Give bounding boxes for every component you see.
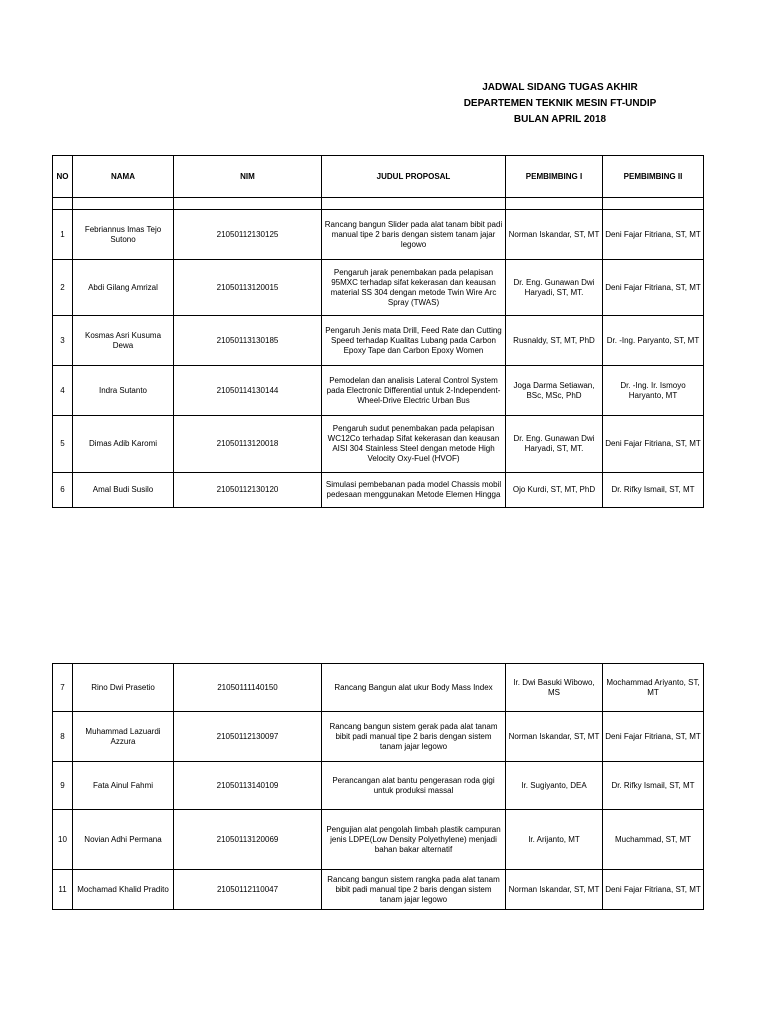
cell-nim: 21050112130120 [174,473,322,508]
cell-judul: Pengaruh jarak penembakan pada pelapisan 95MXC terhadap sifat kekerasan dan keausan material SS 304 dengan metode Twin Wire Arc Spray (TWAS) [322,260,506,316]
cell-pembimbing-1: Ir. Arijanto, MT [506,810,603,870]
document-title: JADWAL SIDANG TUGAS AKHIR [482,82,638,93]
cell-nim: 21050112110047 [174,870,322,910]
cell-pembimbing-1: Ir. Sugiyanto, DEA [506,762,603,810]
cell-judul: Rancang Bangun alat ukur Body Mass Index [322,664,506,712]
col-header-pembimbing-1: PEMBIMBING I [506,156,603,198]
cell-nim: 21050113130185 [174,316,322,366]
table-row [53,416,704,473]
table-row [53,664,704,712]
spacer-cell [506,198,603,210]
cell-no: 3 [53,316,73,366]
cell-pembimbing-1: Ojo Kurdi, ST, MT, PhD [506,473,603,508]
col-header-nim: NIM [174,156,322,198]
cell-nim: 21050114130144 [174,366,322,416]
cell-no: 4 [53,366,73,416]
spacer-cell [322,198,506,210]
col-header-nama: NAMA [73,156,174,198]
schedule-period: BULAN APRIL 2018 [513,114,607,125]
cell-judul: Simulasi pembebanan pada model Chassis mobil pedesaan menggunakan Metode Elemen Hingga [322,473,506,508]
schedule-table-1 [52,155,704,508]
table-row [53,870,704,910]
header-row [53,156,704,198]
cell-no: 7 [53,664,73,712]
col-header-no: NO [53,156,73,198]
cell-judul: Pemodelan dan analisis Lateral Control System pada Electronic Differential untuk 2-Independent-Wheel-Drive Electric Urban Bus [322,366,506,416]
table-row [53,316,704,366]
cell-pembimbing-2: Deni Fajar Fitriana, ST, MT [603,712,704,762]
table-row [53,210,704,260]
cell-nim: 21050113120069 [174,810,322,870]
cell-judul: Pengujian alat pengolah limbah plastik campuran jenis LDPE(Low Density Polyethylene) menjadi bahan bakar alternatif [322,810,506,870]
cell-nama: Abdi Gilang Amrizal [73,260,174,316]
cell-pembimbing-2: Deni Fajar Fitriana, ST, MT [603,260,704,316]
cell-no: 5 [53,416,73,473]
cell-nama: Dimas Adib Karomi [73,416,174,473]
cell-nama: Indra Sutanto [73,366,174,416]
cell-judul: Rancang bangun sistem rangka pada alat tanam bibit padi manual tipe 2 baris dengan sistem tanam jajar legowo [322,870,506,910]
cell-pembimbing-1: Norman Iskandar, ST, MT [506,870,603,910]
cell-nim: 21050112130097 [174,712,322,762]
cell-nama: Fata Ainul Fahmi [73,762,174,810]
cell-judul: Pengaruh Jenis mata Drill, Feed Rate dan Cutting Speed terhadap Kualitas Lubang pada Carbon Epoxy Tape dan Carbon Epoxy Women [322,316,506,366]
cell-nama: Mochamad Khalid Pradito [73,870,174,910]
spacer-cell [53,198,73,210]
cell-no: 10 [53,810,73,870]
cell-pembimbing-2: Dr. -Ing. Ir. Ismoyo Haryanto, MT [603,366,704,416]
cell-pembimbing-1: Dr. Eng. Gunawan Dwi Haryadi, ST, MT. [506,260,603,316]
cell-pembimbing-2: Deni Fajar Fitriana, ST, MT [603,870,704,910]
table-row [53,366,704,416]
cell-nim: 21050111140150 [174,664,322,712]
cell-no: 9 [53,762,73,810]
cell-nama: Kosmas Asri Kusuma Dewa [73,316,174,366]
cell-no: 11 [53,870,73,910]
cell-pembimbing-1: Norman Iskandar, ST, MT [506,712,603,762]
table-row [53,712,704,762]
cell-pembimbing-2: Dr. Rifky Ismail, ST, MT [603,473,704,508]
spacer-row [53,198,704,210]
cell-pembimbing-2: Deni Fajar Fitriana, ST, MT [603,210,704,260]
spacer-cell [603,198,704,210]
cell-nama: Muhammad Lazuardi Azzura [73,712,174,762]
cell-pembimbing-1: Rusnaldy, ST, MT, PhD [506,316,603,366]
cell-nama: Rino Dwi Prasetio [73,664,174,712]
cell-judul: Perancangan alat bantu pengerasan roda gigi untuk produksi massal [322,762,506,810]
cell-pembimbing-1: Ir. Dwi Basuki Wibowo, MS [506,664,603,712]
spacer-cell [73,198,174,210]
cell-nim: 21050113120018 [174,416,322,473]
department-name: DEPARTEMEN TEKNIK MESIN FT-UNDIP [463,98,657,109]
cell-nim: 21050113140109 [174,762,322,810]
cell-pembimbing-2: Mochammad Ariyanto, ST, MT [603,664,704,712]
cell-pembimbing-2: Deni Fajar Fitriana, ST, MT [603,416,704,473]
cell-nama: Amal Budi Susilo [73,473,174,508]
cell-nama: Novian Adhi Permana [73,810,174,870]
cell-pembimbing-2: Dr. -Ing. Paryanto, ST, MT [603,316,704,366]
cell-no: 1 [53,210,73,260]
cell-nim: 21050113120015 [174,260,322,316]
cell-pembimbing-1: Dr. Eng. Gunawan Dwi Haryadi, ST, MT. [506,416,603,473]
cell-judul: Pengaruh sudut penembakan pada pelapisan WC12Co terhadap Sifat kekerasan dan keausan AISI 304 Stainless Steel dengan metode High Velocity Oxy-Fuel (HVOF) [322,416,506,473]
cell-no: 8 [53,712,73,762]
table-row [53,473,704,508]
cell-no: 2 [53,260,73,316]
table-row [53,810,704,870]
cell-judul: Rancang bangun Slider pada alat tanam bibit padi manual tipe 2 baris dengan sistem tanam jajar legowo [322,210,506,260]
cell-nama: Febriannus Imas Tejo Sutono [73,210,174,260]
cell-pembimbing-1: Joga Darma Setiawan, BSc, MSc, PhD [506,366,603,416]
cell-no: 6 [53,473,73,508]
table-row [53,260,704,316]
schedule-table-2 [52,663,704,910]
document-header [440,80,680,128]
cell-pembimbing-1: Norman Iskandar, ST, MT [506,210,603,260]
cell-pembimbing-2: Muchammad, ST, MT [603,810,704,870]
col-header-judul: JUDUL PROPOSAL [322,156,506,198]
col-header-pembimbing-2: PEMBIMBING II [603,156,704,198]
cell-pembimbing-2: Dr. Rifky Ismail, ST, MT [603,762,704,810]
table-row [53,762,704,810]
spacer-cell [174,198,322,210]
cell-judul: Rancang bangun sistem gerak pada alat tanam bibit padi manual tipe 2 baris dengan sistem tanam jajar legowo [322,712,506,762]
cell-nim: 21050112130125 [174,210,322,260]
